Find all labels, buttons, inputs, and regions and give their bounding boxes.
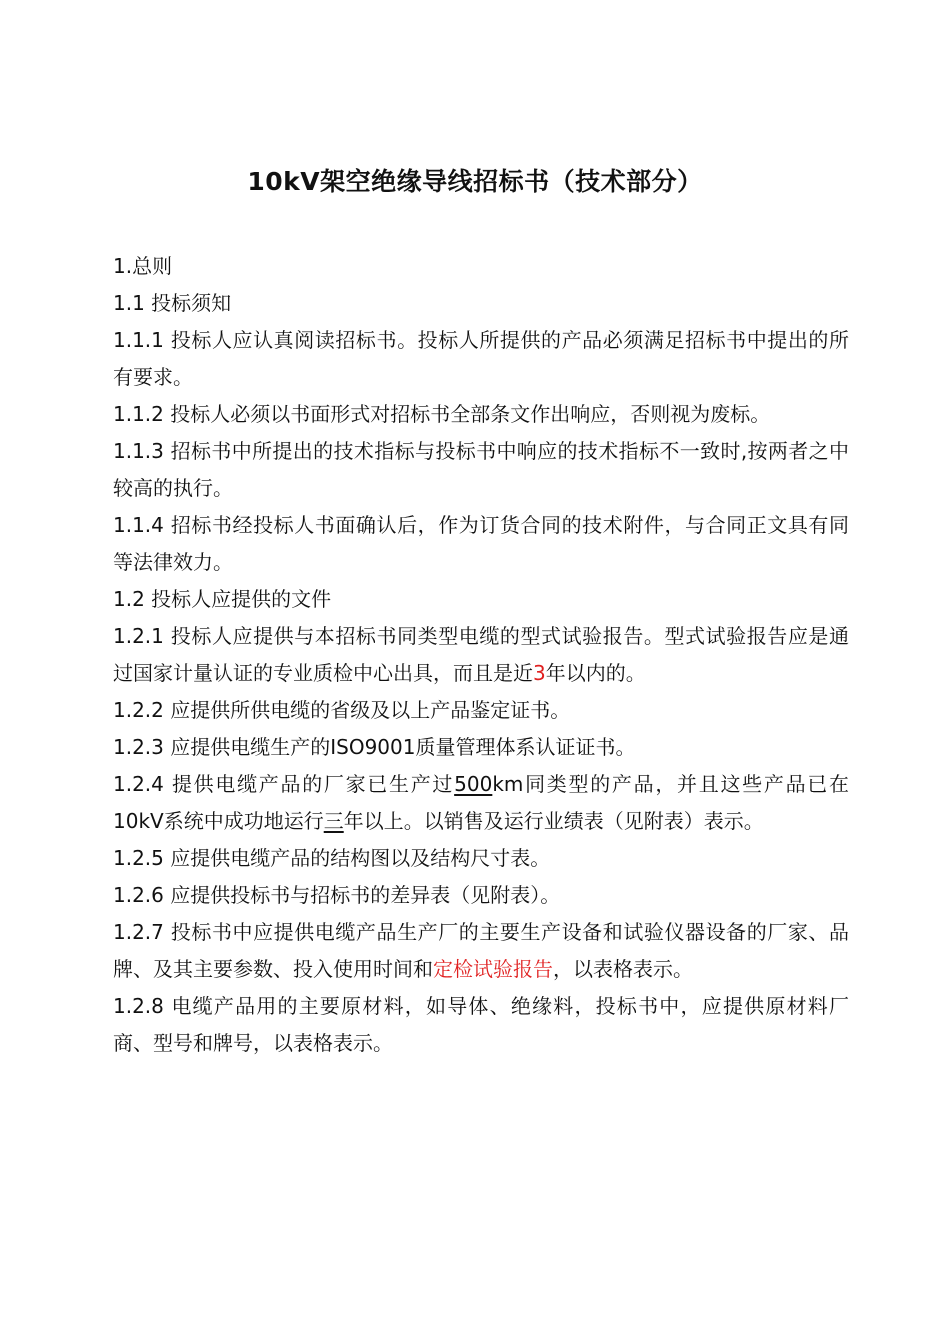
clause-1-2-4-tail: 年以上。以销售及运行业绩表（见附表）表示。 [343, 809, 764, 833]
subsection-heading-1-2: 1.2 投标人应提供的文件 [113, 587, 332, 611]
clause-1-2-1-tail: 年以内的。 [545, 661, 646, 685]
subsection-heading-1-1: 1.1 投标须知 [113, 291, 232, 315]
clause-1-2-7-tail: ，以表格表示。 [553, 957, 693, 981]
clause-1-2-6: 1.2.6 应提供投标书与招标书的差异表（见附表）。 [113, 883, 561, 907]
underlined-years: 三 [323, 809, 344, 833]
clause-1-2-3: 1.2.3 应提供电缆生产的ISO9001质量管理体系认证证书。 [113, 735, 636, 759]
clause-1-1-2: 1.1.2 投标人必须以书面形式对招标书全部条文作出响应，否则视为废标。 [113, 402, 771, 426]
highlight-years: 3 [533, 661, 546, 685]
underlined-length: 500 [454, 772, 493, 796]
clause-1-2-5: 1.2.5 应提供电缆产品的结构图以及结构尺寸表。 [113, 846, 551, 870]
section-heading-1: 1.总则 [113, 254, 173, 278]
document-title: 10kV架空绝缘导线招标书（技术部分） [247, 167, 703, 196]
clause-1-2-7-text: 1.2.7 投标书中应提供电缆产品生产厂的主要生产设备和试验仪器设备的厂家、品牌、及其主要参数、投入使用时间和 [113, 920, 849, 981]
clause-1-2-1 [113, 618, 849, 692]
highlight-inspection-report: 定检试验报告 [433, 957, 553, 981]
clause-1-2-1-text: 1.2.1 投标人应提供与本招标书同类型电缆的型式试验报告。型式试验报告应是通过国家计量认证的专业质检中心出具，而且是近 [113, 624, 849, 685]
clause-1-2-8: 1.2.8 电缆产品用的主要原材料，如导体、绝缘料，投标书中，应提供原材料厂商、型号和牌号，以表格表示。 [113, 994, 849, 1055]
clause-1-2-4 [113, 766, 849, 840]
clause-1-2-2: 1.2.2 应提供所供电缆的省级及以上产品鉴定证书。 [113, 698, 571, 722]
clause-1-2-4-mid: km同类型的产品，并且这些产品已在10kV系统中成功地运行 [113, 772, 849, 833]
clause-1-2-7 [113, 914, 849, 988]
document-body [113, 248, 849, 1062]
clause-1-2-4-text: 1.2.4 提供电缆产品的厂家已生产过 [113, 772, 455, 796]
clause-1-1-3: 1.1.3 招标书中所提出的技术指标与投标书中响应的技术指标不一致时,按两者之中较高的执行。 [113, 439, 849, 500]
clause-1-1-4: 1.1.4 招标书经投标人书面确认后，作为订货合同的技术附件，与合同正文具有同等法律效力。 [113, 513, 849, 574]
clause-1-1-1: 1.1.1 投标人应认真阅读招标书。投标人所提供的产品必须满足招标书中提出的所有要求。 [113, 328, 849, 389]
